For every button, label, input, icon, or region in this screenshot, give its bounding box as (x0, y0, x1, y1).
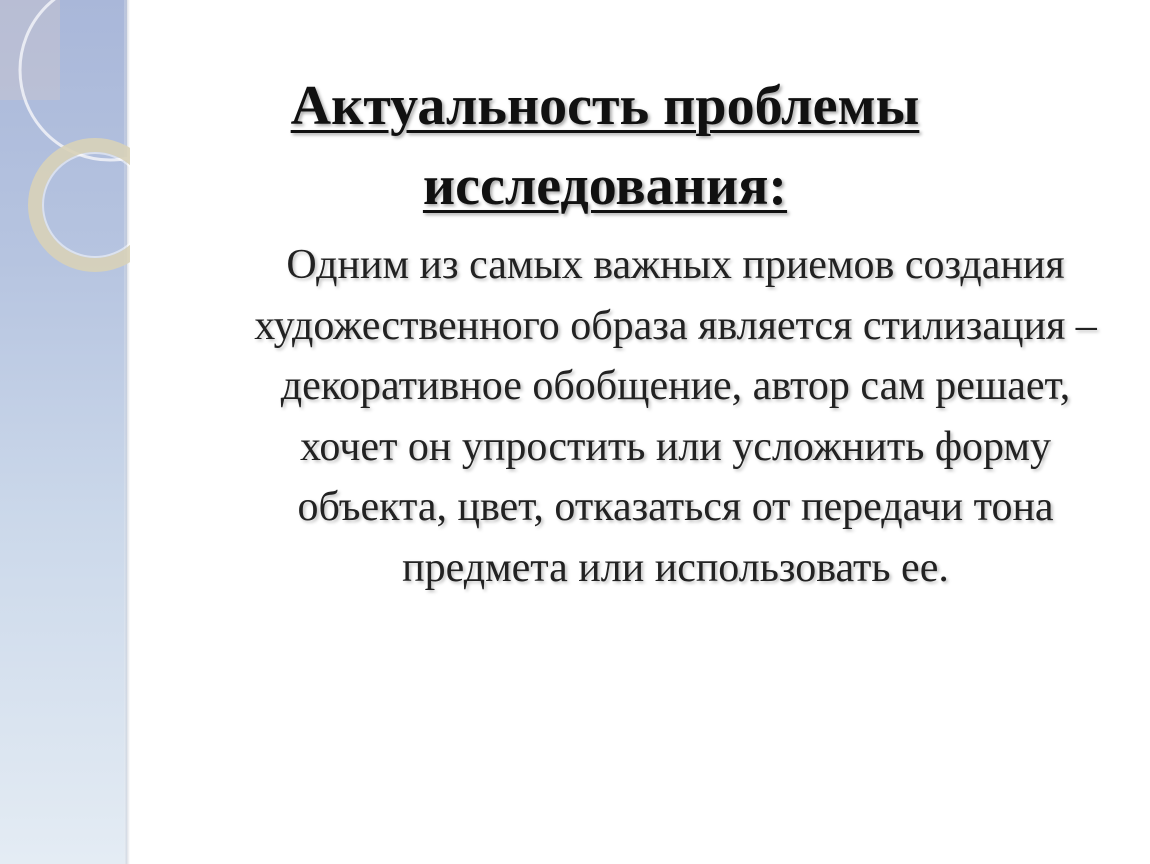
deco-panel (0, 0, 60, 100)
decorative-rings (0, 0, 130, 300)
slide-title-line-1: Актуальность проблемы (290, 75, 920, 137)
slide-body-text: Одним из самых важных приемов создания художественного образа является стилизация – декоративное обобщение, автор сам решает, хочет он упростить или усложнить форму объекта, цвет, отказаться от передачи тона предмета или использовать ее. (254, 242, 1097, 591)
slide-title-line-2: исследования: (422, 155, 788, 217)
deco-ring-gold (35, 145, 130, 265)
slide-title (200, 66, 1010, 226)
